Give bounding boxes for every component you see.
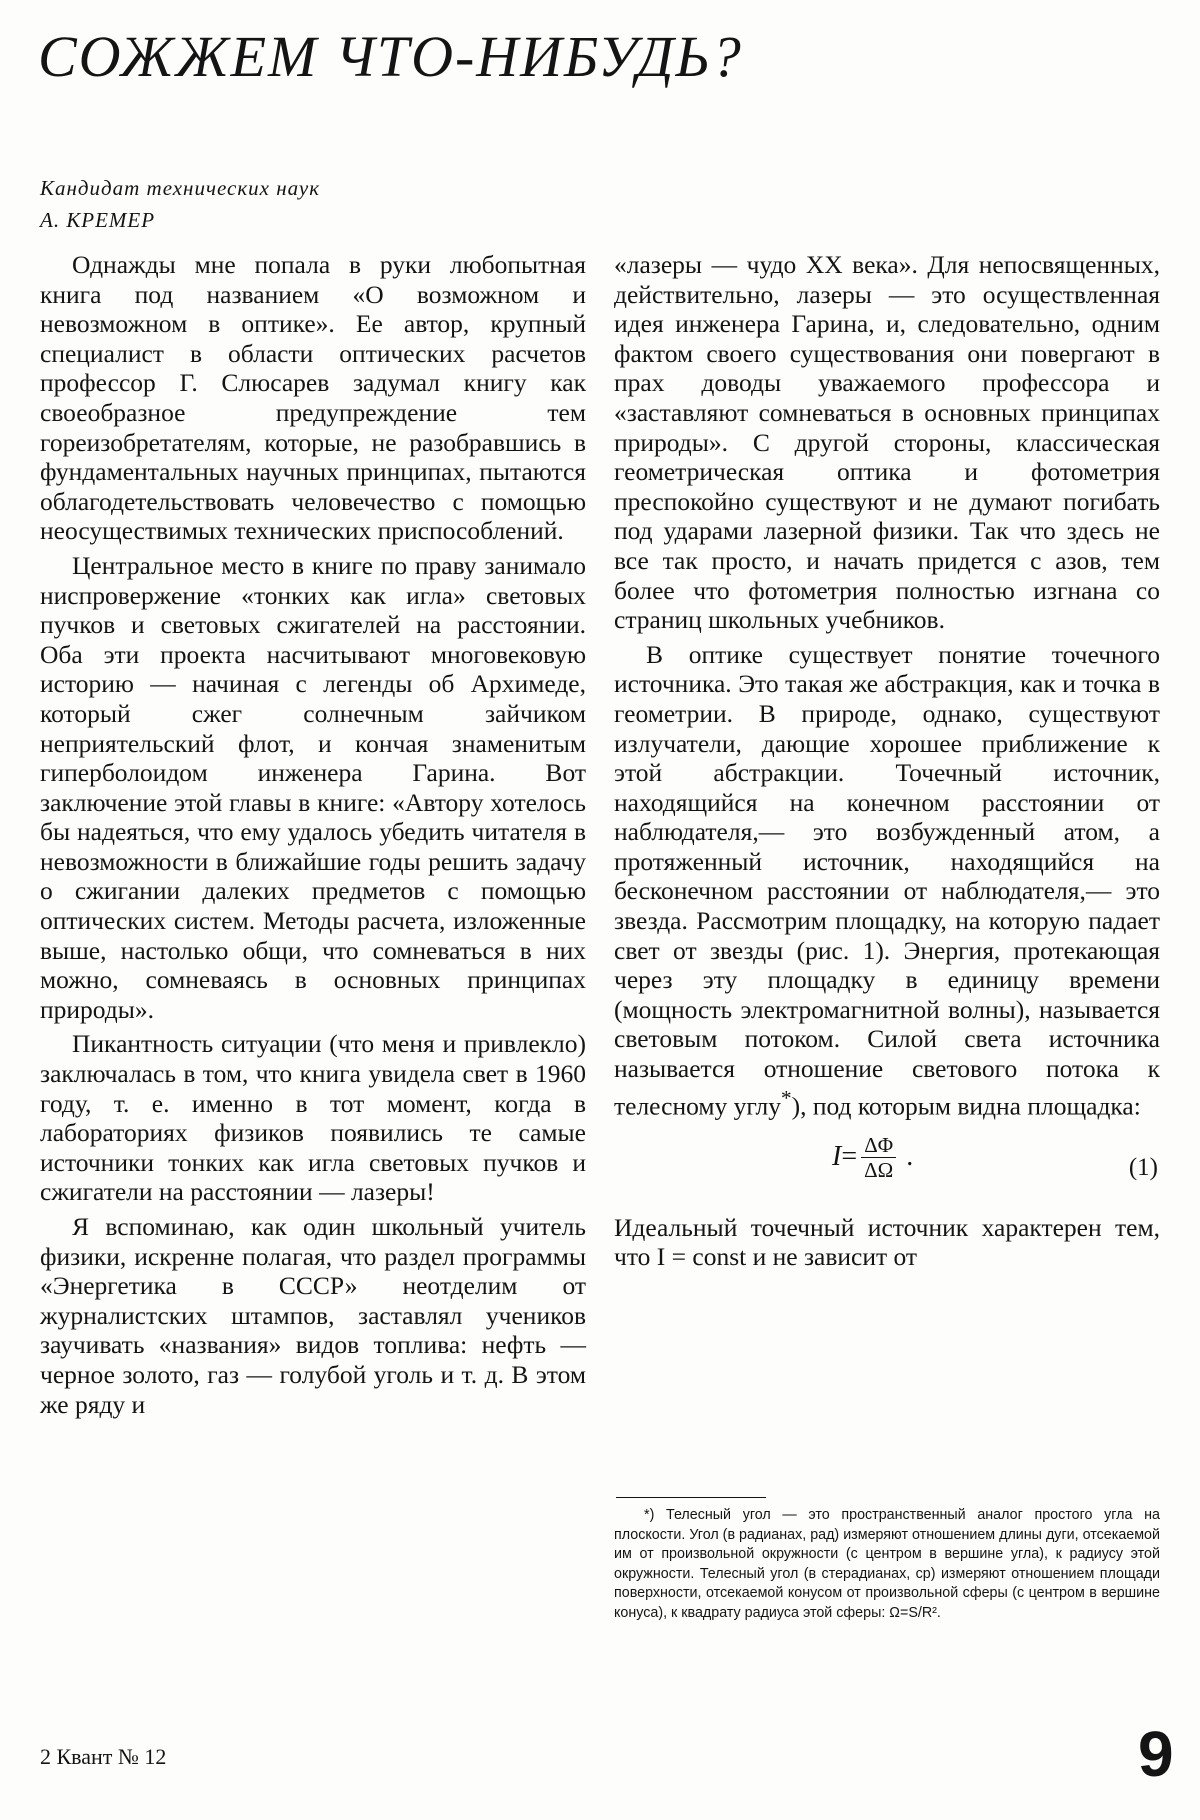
page-footer: 2 Квант № 12 <box>40 1744 167 1769</box>
author-title: Кандидат технических наук <box>40 176 321 200</box>
paragraph: Пикантность ситуации (что меня и привлекло) заключалась в том, что книга увидела свет в 1960 году, т. е. именно в тот момент, когда в лабораториях физиков появились те самые источники тонких как игла световых пучков и сжигатели на расстоянии — лазеры! <box>40 1029 586 1207</box>
formula-denominator: ΔΩ <box>864 1157 894 1182</box>
paragraph: Идеальный точечный источник характерен тем, что I = const и не зависит от <box>614 1212 1160 1272</box>
paragraph: Я вспоминаю, как один школьный учитель физики, искренне полагая, что раздел программы «Энергетика в СССР» неотделим от журналистских штампов, заставлял учеников заучивать «названия» видов топлива: нефть — черное золото, газ — голубой уголь и т. д. В этом же ряду и <box>40 1212 586 1419</box>
formula-equals: = <box>841 1141 858 1173</box>
formula-lhs: I <box>832 1141 842 1173</box>
footnote-text: Телесный угол — это пространственный аналог простого угла на плоскости. Угол (в радианах, рад) измеряют отношением длины дуги, отсекаемой им от произвольной окружности (с центром в вершине угла), к радиусу этой окружности. Телесный угол (в стерадианах, ср) измеряют отношением площади поверхности, отсекаемой конусом от произвольной сферы (с центром в вершине конуса), к квадрату радиуса этой сферы: Ω=S/R². <box>614 1507 1160 1621</box>
equation-number: (1) <box>1128 1153 1158 1181</box>
footnote-marker: *) <box>644 1507 655 1523</box>
formula-1 <box>614 1127 1160 1207</box>
left-column <box>40 250 586 1424</box>
formula-fraction <box>861 1133 896 1182</box>
author-name: А. КРЕМЕР <box>40 208 156 232</box>
paragraph <box>614 640 1160 1121</box>
footnote-divider <box>616 1497 766 1498</box>
article-title: СОЖЖЕМ ЧТО-НИБУДЬ? <box>38 24 743 89</box>
paragraph: «лазеры — чудо XX века». Для непосвященных, действительно, лазеры — это осуществленная идея инженера Гарина, и, следовательно, одним фактом своего существования они повергают в прах доводы уважаемого профессора и «заставляют сомневаться в основных принципах природы». С другой стороны, классическая геометрическая оптика и фотометрия преспокойно существуют и не думают погибать под ударами лазерной физики. Так что здесь не все так просто, и начать придется с азов, тем более что фотометрия полностью изгнана со страниц школьных учебников. <box>614 250 1160 635</box>
paragraph: Центральное место в книге по праву занимало ниспровержение «тонких как игла» световых пучков и световых сжигателей на расстоянии. Оба эти проекта насчитывают многовековую историю — начиная с легенды об Архимеде, который сжег солнечным зайчиком неприятельский флот, и кончая знаменитым гиперболоидом инженера Гарина. Вот заключение этой главы в книге: «Автору хотелось бы надеяться, что ему удалось убедить читателя в невозможности в ближайшие годы решить задачу о сжигании далеких предметов с помощью оптических систем. Методы расчета, изложенные выше, настолько общи, что сомневаться в них можно, сомневаясь в основных принципах природы». <box>40 550 586 1024</box>
paragraph: Однажды мне попала в руки любопытная книга под названием «О возможном и невозможном в оптике». Ее автор, крупный специалист в области оптических расчетов профессор Г. Слюсарев задумал книгу как своеобразное предупреждение тем гореизобретателям, которые, не разобравшись в фундаментальных научных принципах, пытаются облагодетельствовать человечество с помощью неосуществимых технических приспособлений. <box>40 250 586 546</box>
paragraph-tail: ), под которым видна площадка: <box>791 1091 1141 1121</box>
footnote <box>614 1506 1160 1623</box>
byline <box>40 172 320 236</box>
formula-dot: . <box>906 1141 914 1173</box>
formula-expression <box>832 1133 913 1182</box>
right-column <box>614 250 1160 1277</box>
footnote-marker: * <box>781 1085 792 1110</box>
formula-numerator: ΔΦ <box>861 1133 896 1158</box>
paragraph-text: В оптике существует понятие точечного источника. Это такая же абстракция, как и точка в геометрии. В природе, однако, существуют излучатели, дающие хорошее приближение к этой абстракции. Точечный источник, находящийся на конечном расстоянии от наблюдателя,— это возбужденный атом, а протяженный источник, находящийся на бесконечном расстоянии от наблюдателя,— это звезда. Рассмотрим площадку, на которую падает свет от звезды (рис. 1). Энергия, протекающая через эту площадку в единицу времени (мощность электромагнитной волны), называется световым потоком. Силой света источника называется отношение светового потока к телесному углу <box>614 639 1160 1121</box>
page-number: 9 <box>1138 1718 1174 1790</box>
